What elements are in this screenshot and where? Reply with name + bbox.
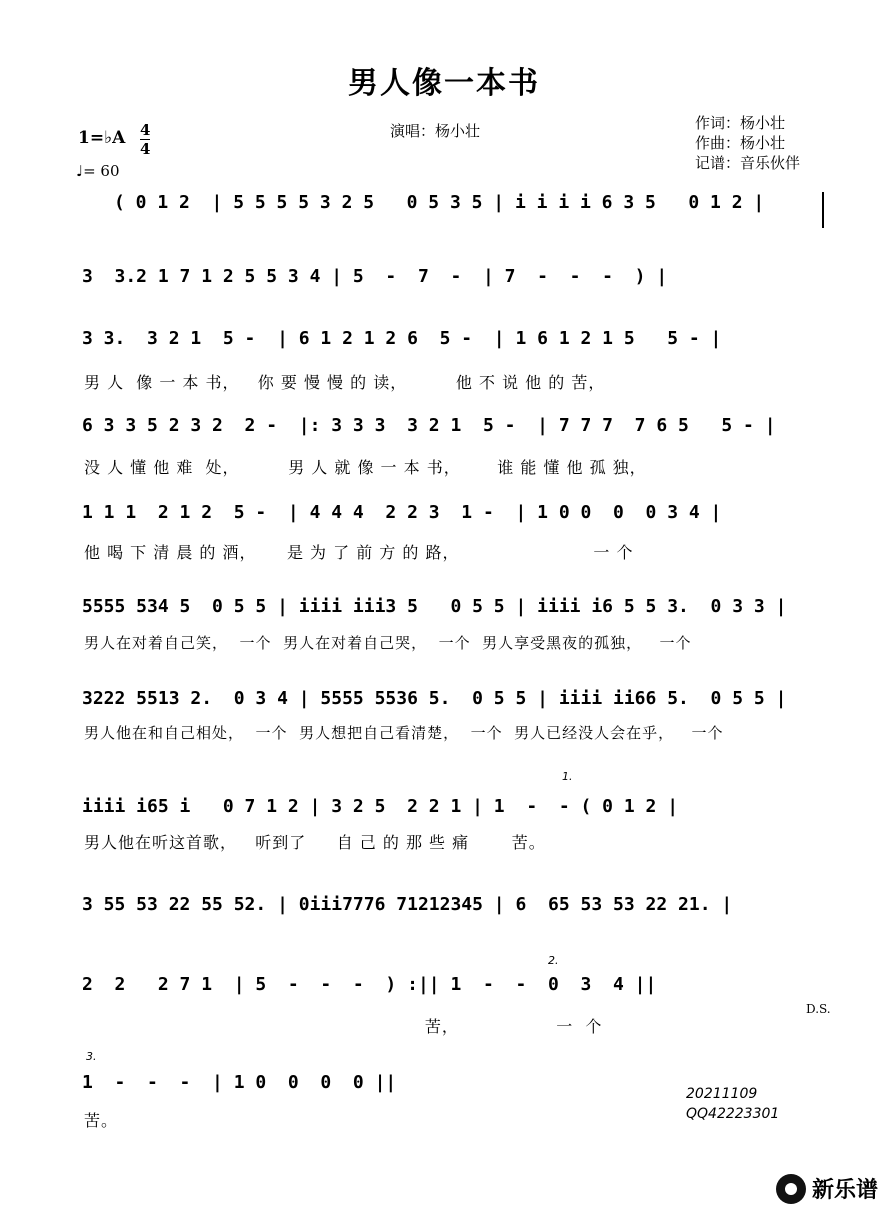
- lyrics-line-7: 男人他在和自己相处， 一个 男人想把自己看清楚， 一个 男人已经没人会在乎， 一个: [84, 724, 724, 742]
- composer-credit: 作曲：杨小壮: [695, 134, 786, 152]
- notes: 3 3. 3 2 1 5 - | 6 1 2 1 2 6 5 - | 1 6 1 2 1 5 5 - |: [82, 328, 722, 349]
- transcriber-credit: 记谱：音乐伙伴: [695, 154, 801, 172]
- key-signature: 1=♭A: [78, 128, 126, 148]
- notes: 6 3 3 5 2 3 2 2 - |: 3 3 3 3 2 1 5 - | 7 7 7 7 6 5 5 - |: [82, 415, 776, 436]
- notes: iiii i65 i 0 7 1 2 | 3 2 5 2 2 1 | 1 - - ( 0 1 2 |: [82, 796, 679, 817]
- barline: [822, 192, 824, 228]
- notes: 1 - - - | 1 0 0 0 0 ||: [82, 1072, 397, 1093]
- score-line-6: [82, 596, 818, 636]
- lyrics-line-10: 苦， 一 个: [84, 1017, 603, 1036]
- singer-credit: 演唱：杨小壮: [390, 122, 481, 140]
- notes: 3222 5513 2. 0 3 4 | 5555 5536 5. 0 5 5 | iiii ii66 5. 0 5 5 |: [82, 688, 787, 709]
- volta-3-label: 3.: [86, 1050, 97, 1063]
- logo-icon: [776, 1174, 806, 1204]
- notes: 3 3.2 1 7 1 2 5 5 3 4 | 5 - 7 - | 7 - - - ) |: [82, 266, 668, 287]
- notes: 1 1 1 2 1 2 5 - | 4 4 4 2 2 3 1 - | 1 0 0 0 0 3 4 |: [82, 502, 722, 523]
- tempo-marking: ♩= 60: [76, 162, 120, 180]
- score-line-5: [82, 502, 818, 542]
- notes: 5555 534 5 0 5 5 | iiii iii3 5 0 5 5 | iiii i6 5 5 3. 0 3 3 |: [82, 596, 787, 617]
- score-line-9: [82, 894, 818, 934]
- lyrics-line-5: 他 喝 下 清 晨 的 酒， 是 为 了 前 方 的 路， 一 个: [84, 543, 634, 562]
- page-title: 男人像一本书: [348, 66, 540, 101]
- notes: 2 2 2 7 1 | 5 - - - ) :|| 1 - - 0 3 4 ||: [82, 974, 657, 995]
- score-line-4: [82, 415, 818, 455]
- score-line-10: [82, 974, 818, 1014]
- lyrics-line-3: 男 人 像 一 本 书， 你 要 慢 慢 的 读， 他 不 说 他 的 苦，: [84, 373, 606, 392]
- notes: 3 55 53 22 55 52. | 0iii7776 71212345 | 6 65 53 53 22 21. |: [82, 894, 733, 915]
- lyrics-line-8: 男人他在听这首歌， 听到了 自 己 的 那 些 痛 苦。: [84, 833, 546, 852]
- volta-1-label: 1.: [562, 770, 573, 783]
- time-signature-top: 4: [140, 121, 151, 139]
- date-stamp: 20211109: [686, 1086, 758, 1102]
- lyrics-line-4: 没 人 懂 他 难 处， 男 人 就 像 一 本 书， 谁 能 懂 他 孤 独，: [84, 458, 647, 477]
- score-line-1: [82, 192, 818, 232]
- site-logo: [776, 1173, 878, 1204]
- qq-stamp: QQ42223301: [686, 1106, 780, 1122]
- lyrics-line-6: 男人在对着自己笑， 一个 男人在对着自己哭， 一个 男人享受黑夜的孤独， 一个: [84, 634, 692, 652]
- logo-text: 新乐谱: [811, 1178, 878, 1203]
- lyricist-credit: 作词：杨小壮: [695, 114, 786, 132]
- score-line-3: [82, 328, 818, 368]
- volta-2-label: 2.: [548, 954, 559, 967]
- score-line-2: [82, 266, 818, 306]
- ds-marking: D.S.: [806, 1002, 831, 1016]
- time-signature-bottom: 4: [140, 140, 151, 158]
- notes: ( 0 1 2 | 5 5 5 5 3 2 5 0 5 3 5 | i i i i 6 3 5 0 1 2 |: [114, 192, 765, 213]
- lyrics-line-11: 苦。: [84, 1111, 119, 1130]
